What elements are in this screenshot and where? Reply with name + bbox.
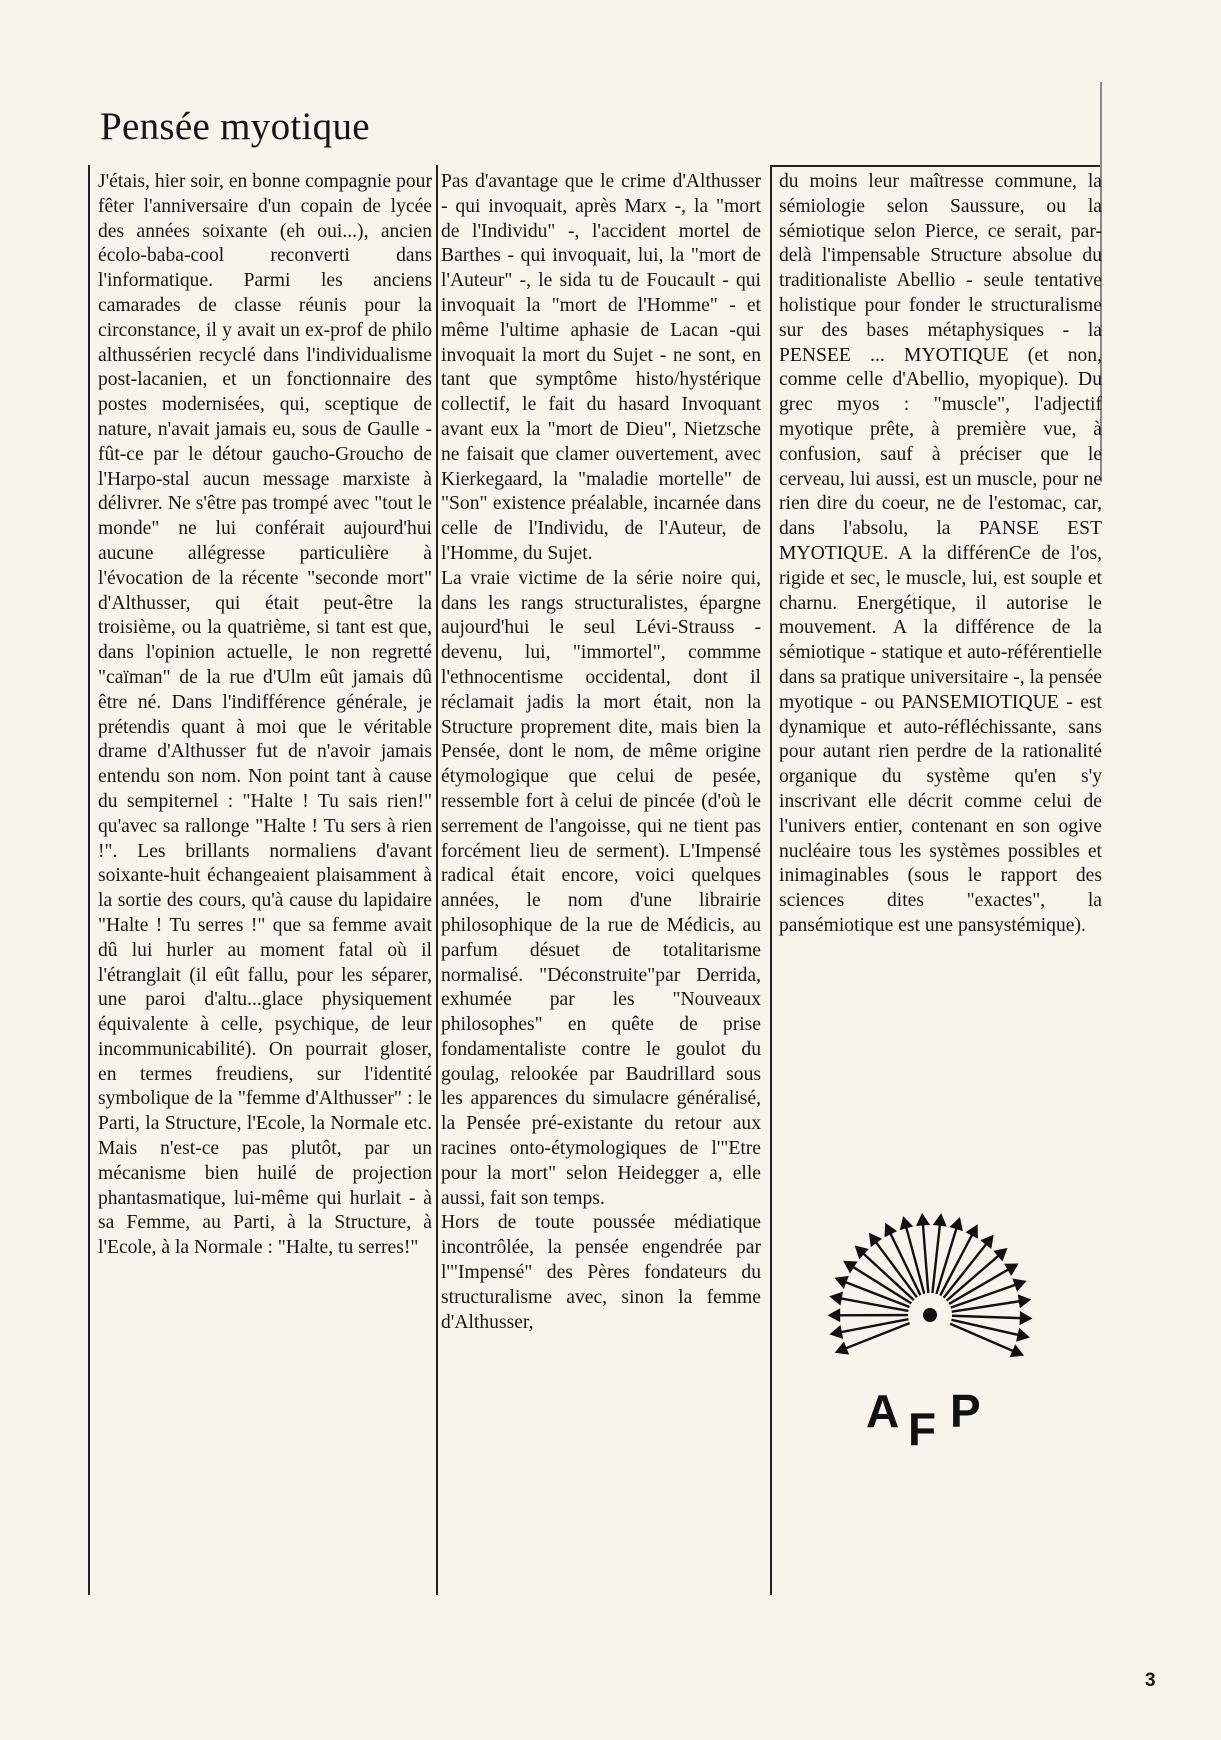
article-title: Pensée myotique <box>100 105 370 148</box>
logo-arrowhead <box>1012 1347 1022 1356</box>
logo-arrowhead <box>1019 1296 1029 1306</box>
paragraph: Pas d'avantage que le crime d'Althusser - qui invoquait, après Marx -, la "mort de l'Individu" -, l'accident mortel de Barthes - qui invoquait, lui, la "mort de l'Auteur" -, le sida tu de Foucault - qui invoquait la "mort de l'Homme" - et même l'ultime aphasie de Lacan -qui invoquait la mort du Sujet - ne sont, en tant que symptôme histo/hystérique collectif, le fait du hasard Invoquant avant eux la "mort de Dieu", Nietzsche ne faisait que clamer ouvertement, avec Kierkegaard, la "maladie mortelle" de "Son" existence préalable, incarnée dans celle de l'Individu, de l'Auteur, de l'Homme, du Sujet. <box>441 171 761 564</box>
logo-arrowhead <box>1018 1330 1028 1340</box>
column-top-rule <box>770 165 1100 167</box>
logo-arrowhead <box>886 1225 895 1235</box>
logo-arrowhead <box>1014 1280 1024 1289</box>
afp-sunburst-logo-icon <box>810 1195 1050 1455</box>
article-column-2 <box>441 170 761 1590</box>
logo-ray <box>837 1279 910 1307</box>
logo-arrowhead <box>935 1216 945 1225</box>
logo-arrowhead <box>832 1327 842 1337</box>
logo-arrowhead <box>845 1262 855 1271</box>
logo-arrowhead <box>837 1277 847 1286</box>
logo-ray <box>832 1297 909 1311</box>
paragraph: Hors de toute poussée médiatique incontrôlée, la pensée engendrée par l'"Impensé" des Pères fondateurs du structuralisme avec, sinon la femme d'Althusser, <box>441 1212 761 1333</box>
article-column-1 <box>98 170 432 1590</box>
paragraph: J'étais, hier soir, en bonne compagnie pour fêter l'anniversaire d'un copain de lycée des années soixante (eh oui...), ancien écolo-baba-cool reconverti dans l'informatique. Parmi les anciens camarades de classe réunis pour la circonstance, il y avait un ex-prof de philo althussérien recyclé dans l'individualisme post-lacanien, et un fonctionnaire des postes modernisées, qui, sceptique de nature, n'avait jamais eu, sous de Gaulle - fût-ce par le détour gaucho-Groucho de l'Harpo-stal aucun message marxiste à délivrer. Ne s'être pas trompé avec "tout le monde" ne lui conférait aujourd'hui aucune allégresse particulière à l'évocation de la récente "seconde mort" d'Althusser, qui était peut-être la troisième, ou la quatrième, si tant est que, dans l'opinion actuelle, le non regretté "caïman" de la rue d'Ulm eût jamais dû être né. Dans l'indifférence générale, je prétendis quant à moi que le véritable drame d'Althusser fut de n'avoir jamais entendu son nom. Non point tant à cause du sempiternel : "Halte ! Tu sais rien!" qu'avec sa rallonge "Halte ! Tu sers à rien !". Les brillants normaliens d'avant soixante-huit échangeaient plaisamment à la sortie des cours, qu'à cause du lapidaire "Halte ! Tu serres !" que sa femme avait dû lui hurler au moment fatal où il l'étranglait (il eût fallu, pour les séparer, une paroi d'altu...glace physiquement équivalente à celle, psychique, de leur incommunicabilité). On pourrait gloser, en termes freudiens, sur l'identité symbolique de la "femme d'Althusser" : le Parti, la Structure, l'Ecole, la Normale etc. Mais n'est-ce pas plutôt, par un mécanisme bien huilé de projection phantasmatique, lui-même qui hurlait - à sa Femme, au Parti, à la Structure, à l'Ecole, à la Normale : "Halte, tu serres!" <box>98 171 432 1259</box>
logo-letter: P <box>950 1385 981 1437</box>
logo-letter: A <box>866 1385 900 1437</box>
logo-arrowhead <box>837 1344 847 1353</box>
paragraph: du moins leur maîtresse commune, la sémiologie selon Saussure, ou la sémiotique selon Pierce, ce serait, par-delà l'impensable Structure absolue du traditionaliste Abellio - seule tentative holistique pour fonder le structuralisme sur des bases métaphysiques - la PENSEE ... MYOTIQUE (et non, comme celle d'Abellio, myopique). Du grec myos : "muscle", l'adjectif myotique prête, à première vue, à confusion, sauf à préciser que le cerveau, lui aussi, est un muscle, pour ne rien dire du coeur, ne de l'estomac, car, dans l'absolu, la PANSE EST MYOTIQUE. A la différenCe de l'os, rigide et sec, le muscle, lui, est souple et charnu. Energétique, il autorise le mouvement. A la différence de la sémiotique - statique et auto-référentielle dans sa pratique universitaire -, la pensée myotique - ou PANSEMIOTIQUE - est dynamique et auto-réfléchissante, sans pour autant rien perdre de la rationalité organique du système qu'en s'y inscrivant elle décrit comme celui de l'univers entier, contenant en son ogive nucléaire tous les systèmes possibles et inimaginables (sous le rapport des sciences dites "exactes", la pansémiotique est une pansystémique). <box>779 171 1102 936</box>
logo-arrowhead <box>901 1218 911 1228</box>
logo-arrowhead <box>918 1215 928 1224</box>
logo-arrowhead <box>1021 1313 1030 1323</box>
column-rule <box>770 165 772 1595</box>
logo-ray <box>952 1316 1030 1319</box>
logo-arrowhead <box>968 1226 977 1236</box>
page-number: 3 <box>1145 1670 1156 1691</box>
logo-ray <box>837 1323 910 1352</box>
logo-ray <box>832 1319 909 1334</box>
logo-ray <box>951 1282 1025 1308</box>
column-rule <box>436 165 438 1595</box>
logo-arrowhead <box>830 1310 839 1320</box>
logo-ray <box>952 1300 1029 1312</box>
logo-arrowhead <box>832 1293 842 1303</box>
logo-ray <box>922 1215 928 1293</box>
logo-letter: F <box>908 1403 937 1455</box>
paragraph: La vraie victime de la série noire qui, dans les rangs structuralistes, épargne aujourd'hui le seul Lévi-Strauss - devenu, lui, "immortel", commme l'ethnocentisme occidental, dont il réclamait jadis la mort était, non la Structure proprement dite, mais bien la Pensée, dont le nom, de même origine étymologique que celui de pesée, ressemble fort à celui de pincée (d'où le serrement de l'angoisse, qui ne tient pas forcément lieu de serment). L'Impensé radical était encore, voici quelques années, le nom d'une librairie philosophique de la rue de Médicis, au parfum désuet de totalitarisme normalisé. "Déconstruite"par Derrida, exhumée par les "Nouveaux philosophes" en quête de prise fondamentaliste contre le goulot du goulag, relookée par Baudrillard sous les apparences du simulacre généralisé, la Pensée pré-existante du retour aux racines onto-étymologiques de l'"Etre pour la mort" selon Heidegger a, elle aussi, fait son temps. <box>441 567 761 1209</box>
logo-arrowhead <box>870 1235 879 1245</box>
logo-arrowhead <box>1006 1265 1016 1274</box>
show-through-text <box>690 82 700 129</box>
logo-arrowhead <box>952 1219 962 1229</box>
